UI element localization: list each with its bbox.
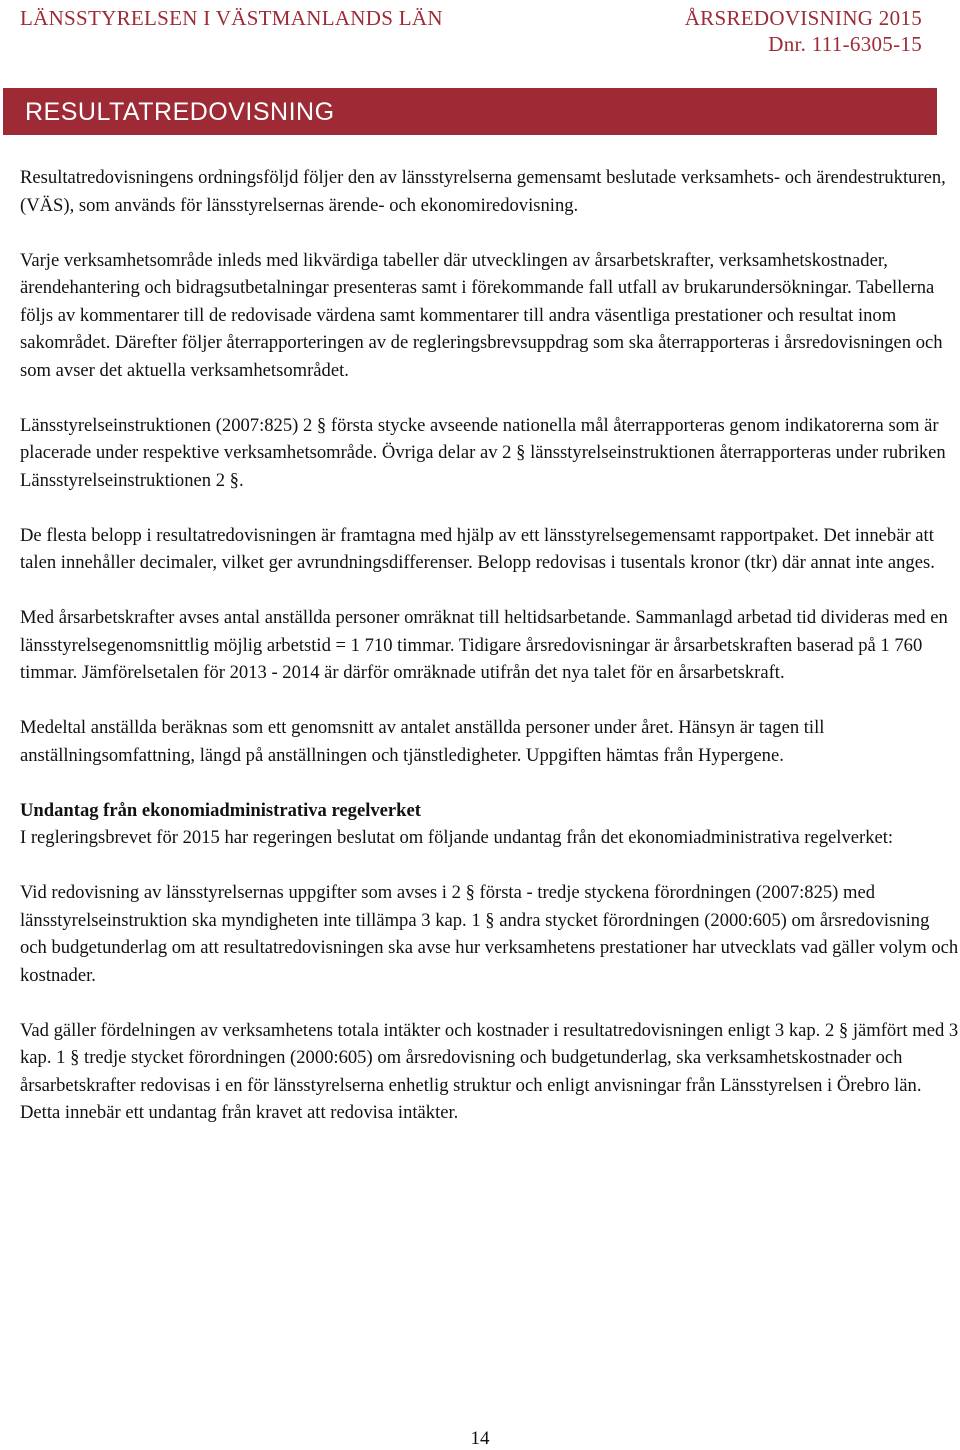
header-diary-number: Dnr. 111-6305-15 <box>768 32 922 56</box>
page-number: 14 <box>470 1428 490 1449</box>
paragraph-structure: Varje verksamhetsområde inleds med likvärdiga tabeller där utvecklingen av årsarbetskrafter, verksamhetskostnader, ärendehantering och bidragsutbetalningar presenteras samt i förekommande fall utfall av brukarundersökningar. Tabellerna följs av kommentarer till de redovisade värdena samt kommentarer till andra väsentliga prestationer och resultat inom sakområdet. Därefter följer återrapporteringen av de regleringsbrevsuppdrag som ska återrapporteras i årsredovisningen och som avser det aktuella verksamhetsområdet. <box>20 249 943 381</box>
header-report-title: ÅRSREDOVISNING 2015 <box>684 6 922 30</box>
paragraph-intro: Resultatredovisningens ordningsföljd följer den av länsstyrelserna gemensamt beslutade verksamhets- och ärendestrukturen, (VÄS), som används för länsstyrelsernas ärende- och ekonomiredovisning. <box>20 167 946 216</box>
paragraph-exception-reporting: Vid redovisning av länsstyrelsernas uppgifter som avses i 2 § första - tredje styckena förordningen (2007:825) med länsstyrelseinstruktion ska myndigheten inte tillämpa 3 kap. 1 § andra stycket förordningen (2000:605) om årsredovisning och budgetunderlag om att resultatredovisningen ska avse hur verksamhetens prestationer har utvecklats vad gäller volym och kostnader. <box>20 882 959 986</box>
paragraph-exception-distribution: Vad gäller fördelningen av verksamhetens totala intäkter och kostnader i resultatredovisningen enligt 3 kap. 2 § jämfört med 3 kap. 1 § tredje stycket förordningen (2000:605) om årsredovisning och budgetunderlag, ska verksamhetskostnader och årsarbetskrafter redovisas i en för länsstyrelserna enhetlig struktur och enligt anvisningar från Länsstyrelsen i Örebro län. Detta innebär ett undantag från kravet att redovisa intäkter. <box>20 1019 959 1123</box>
header-organization: LÄNSSTYRELSEN I VÄSTMANLANDS LÄN <box>20 6 443 30</box>
section-banner <box>3 88 937 135</box>
paragraph-amounts: De flesta belopp i resultatredovisningen är framtagna med hjälp av ett länsstyrelsegemensamt rapportpaket. Det innebär att talen innehåller decimaler, vilket ger avrundningsdifferenser. Belopp redovisas i tusentals kronor (tkr) där annat inte anges. <box>20 524 935 573</box>
paragraph-annual-workforce: Med årsarbetskrafter avses antal anställda personer omräknat till heltidsarbetande. Sammanlagd arbetad tid divideras med en länsstyrelsegenomsnittlig möjlig arbetstid = 1 710 timmar. Tidigare årsredovisningar är årsarbetskraften baserad på 1 760 timmar. Jämförelsetalen för 2013 - 2014 är därför omräknade utifrån det nya talet för en årsarbetskraft. <box>20 607 948 683</box>
document-body <box>20 164 960 1154</box>
section-title: RESULTATREDOVISNING <box>25 98 335 126</box>
paragraph-exception-intro: I regleringsbrevet för 2015 har regeringen beslutat om följande undantag från det ekonomiadministrativa regelverket: <box>20 827 894 848</box>
paragraph-average-employees: Medeltal anställda beräknas som ett genomsnitt av antalet anställda personer under året. Hänsyn är tagen till anställningsomfattning, längd på anställningen och tjänstledigheter. Uppgiften hämtas från Hypergene. <box>20 717 825 766</box>
section-heading: Undantag från ekonomiadministrativa regelverket <box>20 799 421 821</box>
paragraph-instruction: Länsstyrelseinstruktionen (2007:825) 2 § första stycke avseende nationella mål återrapporteras genom indikatorerna som är placerade under respektive verksamhetsområde. Övriga delar av 2 § länsstyrelseinstruktionen återrapporteras under rubriken Länsstyrelseinstruktionen 2 §. <box>20 414 946 491</box>
